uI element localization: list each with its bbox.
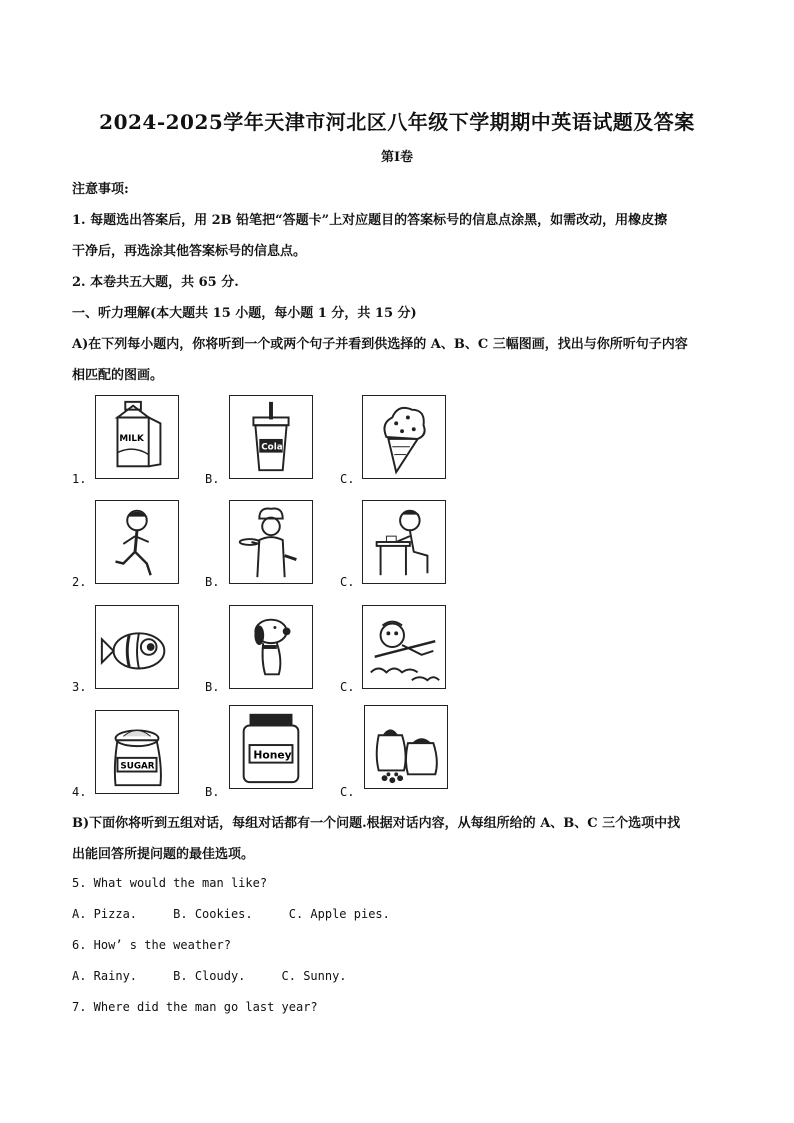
question-5-options: A. Pizza. B. Cookies. C. Apple pies.: [72, 907, 390, 921]
boy-at-desk-icon: [362, 500, 446, 584]
note-2: 2. 本卷共五大题，共 65 分.: [72, 275, 239, 290]
picture-label-3: 3.: [72, 680, 87, 694]
part-b-instructions-line-2: 出能回答所提问题的最佳选项。: [72, 847, 255, 862]
picture-label-1c: C.: [340, 472, 355, 486]
picture-label-4c: C.: [340, 785, 355, 799]
question-6: 6. How’ s the weather?: [72, 938, 231, 952]
picture-label-1: 1.: [72, 472, 87, 486]
clownfish-icon: [95, 605, 179, 689]
picture-label-2: 2.: [72, 575, 87, 589]
question-7: 7. Where did the man go last year?: [72, 1000, 318, 1014]
sugar-bag-icon: [95, 710, 179, 794]
picture-label-3b: B.: [205, 680, 220, 694]
part-a-instructions-line-1: A)在下列每小题内，你将听到一个或两个句子并看到供选择的 A、B、C 三幅图画，找出与你所听句子内容: [72, 337, 688, 352]
page-title: 2024-2025学年天津市河北区八年级下学期期中英语试题及答案: [99, 110, 695, 134]
milk-carton-icon: [95, 395, 179, 479]
snoopy-dog-icon: [229, 605, 313, 689]
volume-label: 第Ⅰ卷: [380, 150, 414, 165]
notes-heading: 注意事项:: [72, 182, 129, 197]
sugar-text: SUGAR: [120, 761, 155, 772]
part-a-instructions-line-2: 相匹配的图画。: [72, 368, 164, 383]
picture-label-2c: C.: [340, 575, 355, 589]
picture-label-1b: B.: [205, 472, 220, 486]
picture-label-4b: B.: [205, 785, 220, 799]
question-5: 5. What would the man like?: [72, 876, 268, 890]
cola-text: Cola: [261, 442, 283, 453]
honey-jar-icon: [229, 705, 313, 789]
seed-bags-icon: [364, 705, 448, 789]
honey-text: Honey: [253, 748, 292, 762]
section-1-heading: 一、听力理解(本大题共 15 小题，每小题 1 分，共 15 分): [72, 306, 417, 321]
ice-cream-cone-icon: [362, 395, 446, 479]
running-boy-icon: [95, 500, 179, 584]
picture-label-2b: B.: [205, 575, 220, 589]
picture-label-4: 4.: [72, 785, 87, 799]
note-1-line-1: 1. 每题选出答案后，用 2B 铅笔把“答题卡”上对应题目的答案标号的信息点涂黑，如需改动，用橡皮擦: [72, 213, 668, 228]
part-b-instructions-line-1: B)下面你将听到五组对话，每组对话都有一个问题.根据对话内容，从每组所给的 A、B、C 三个选项中找: [72, 816, 681, 831]
question-6-options: A. Rainy. B. Cloudy. C. Sunny.: [72, 969, 347, 983]
milk-text: MILK: [119, 433, 144, 444]
monkey-king-icon: [362, 605, 446, 689]
chef-icon: [229, 500, 313, 584]
picture-label-3c: C.: [340, 680, 355, 694]
note-1-line-2: 干净后，再选涂其他答案标号的信息点。: [72, 244, 307, 259]
cola-cup-icon: [229, 395, 313, 479]
